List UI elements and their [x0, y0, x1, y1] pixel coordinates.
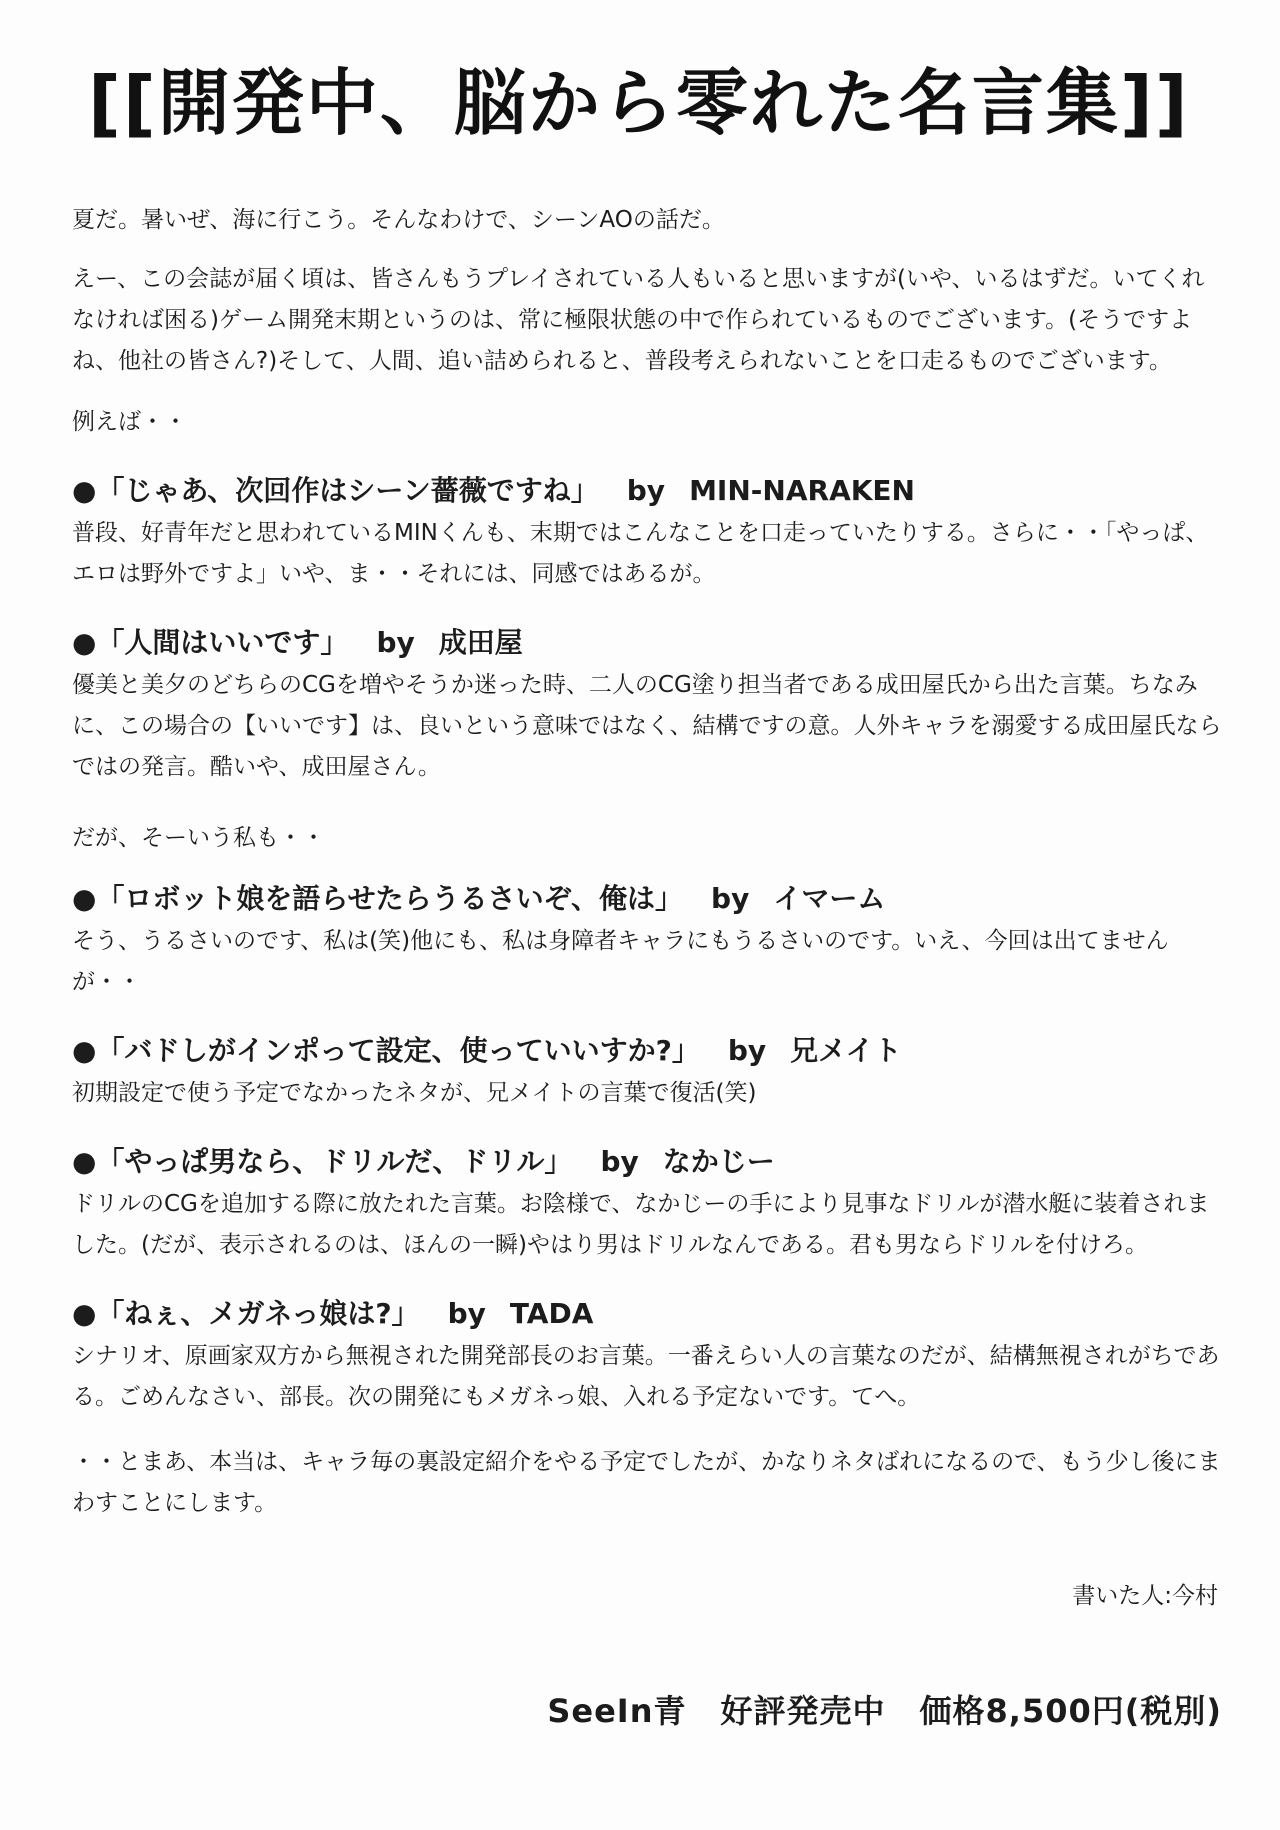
quote-comment: シナリオ、原画家双方から無視された開発部長のお言葉。一番えらい人の言葉なのだが、結構無視されがちである。ごめんなさい、部長。次の開発にもメガネっ娘、入れる予定ないです。てへ。 [72, 1343, 1220, 1410]
quote-text: ●「バドしがインポって設定、使っていいすか?」 [72, 1034, 700, 1067]
quote-by: by [600, 1145, 639, 1178]
quote-comment: ドリルのCGを追加する際に放たれた言葉。お陰様で、なかじーの手により見事なドリルが潜水艇に装着されました。(だが、表示されるのは、ほんの一瞬)やはり男はドリルなんである。君も男ならドリルを付けろ。 [72, 1191, 1210, 1258]
quote-text: ●「ねぇ、メガネっ娘は?」 [72, 1297, 420, 1330]
quote-block [72, 621, 1222, 788]
quote-author: 成田屋 [438, 626, 523, 659]
quote-heading [72, 1029, 1222, 1073]
quote-block [72, 1292, 1222, 1418]
article-body [72, 200, 1222, 1542]
quote-text: ●「やっぱ男なら、ドリルだ、ドリル」 [72, 1145, 573, 1178]
quote-by: by [711, 882, 750, 915]
quote-block [72, 877, 1222, 1003]
quote-block [72, 1140, 1222, 1266]
footer-product: SeeIn青 [547, 1692, 687, 1730]
quote-text: ●「じゃあ、次回作はシーン薔薇ですね」 [72, 474, 599, 507]
quote-by: by [447, 1297, 486, 1330]
quote-author: MIN-NARAKEN [689, 474, 915, 507]
quote-author: TADA [509, 1297, 594, 1330]
transition-paragraph: だが、そーいう私も・・ [72, 825, 325, 851]
footer-price: 価格8,500円(税別) [919, 1692, 1222, 1730]
quote-comment: 普段、好青年だと思われているMINくんも、末期ではこんなことを口走っていたりする。さらに・・「やっぱ、エロは野外ですよ」いや、ま・・それには、同感ではあるが。 [72, 520, 1209, 587]
quote-heading [72, 1292, 1222, 1336]
quote-author: 兄メイト [790, 1034, 902, 1067]
quote-by: by [626, 474, 666, 507]
quote-heading [72, 1140, 1222, 1184]
page-title: [[開発中、脳から零れた名言集]] [88, 61, 1190, 145]
quote-comment: 初期設定で使う予定でなかったネタが、兄メイトの言葉で復活(笑) [72, 1080, 757, 1106]
quote-block [72, 1029, 1222, 1114]
footer-status: 好評発売中 [720, 1692, 886, 1730]
quote-author: なかじー [662, 1145, 775, 1178]
quote-heading [72, 469, 1222, 513]
quote-author: イマーム [773, 882, 886, 915]
quote-by: by [727, 1034, 767, 1067]
quote-heading [72, 621, 1222, 665]
quote-block [72, 469, 1222, 595]
intro-paragraph-1: 夏だ。暑いぜ、海に行こう。そんなわけで、シーンAOの話だ。 [72, 207, 725, 233]
quote-text: ●「ロボット娘を語らせたらうるさいぞ、俺は」 [72, 882, 684, 915]
intro-paragraph-3: 例えば・・ [72, 409, 187, 435]
quote-comment: そう、うるさいのです、私は(笑)他にも、私は身障者キャラにもうるさいのです。いえ、今回は出てませんが・・ [72, 928, 1169, 995]
intro-paragraph-2: えー、この会誌が届く頃は、皆さんもうプレイされている人もいると思いますが(いや、いるはずだ。いてくれなければ困る)ゲーム開発末期というのは、常に極限状態の中で作られているものでございます。(そうですよね、他社の皆さん?)そして、人間、追い詰められると、普段考えられないことを口走るものでございます。 [72, 266, 1205, 374]
quote-heading [72, 877, 1222, 921]
quote-by: by [376, 626, 415, 659]
quote-comment: 優美と美夕のどちらのCGを増やそうか迷った時、二人のCG塗り担当者である成田屋氏から出た言葉。ちなみに、この場合の【いいです】は、良いという意味ではなく、結構ですの意。人外キャラを溺愛する成田屋氏ならではの発言。酷いや、成田屋さん。 [72, 672, 1222, 780]
footer-advertisement [547, 1686, 1222, 1732]
quote-text: ●「人間はいいです」 [72, 626, 349, 659]
closing-paragraph: ・・とまあ、本当は、キャラ毎の裏設定紹介をやる予定でしたが、かなりネタばれになるので、もう少し後にまわすことにします。 [72, 1449, 1221, 1516]
signature: 書いた人:今村 [1072, 1583, 1218, 1609]
